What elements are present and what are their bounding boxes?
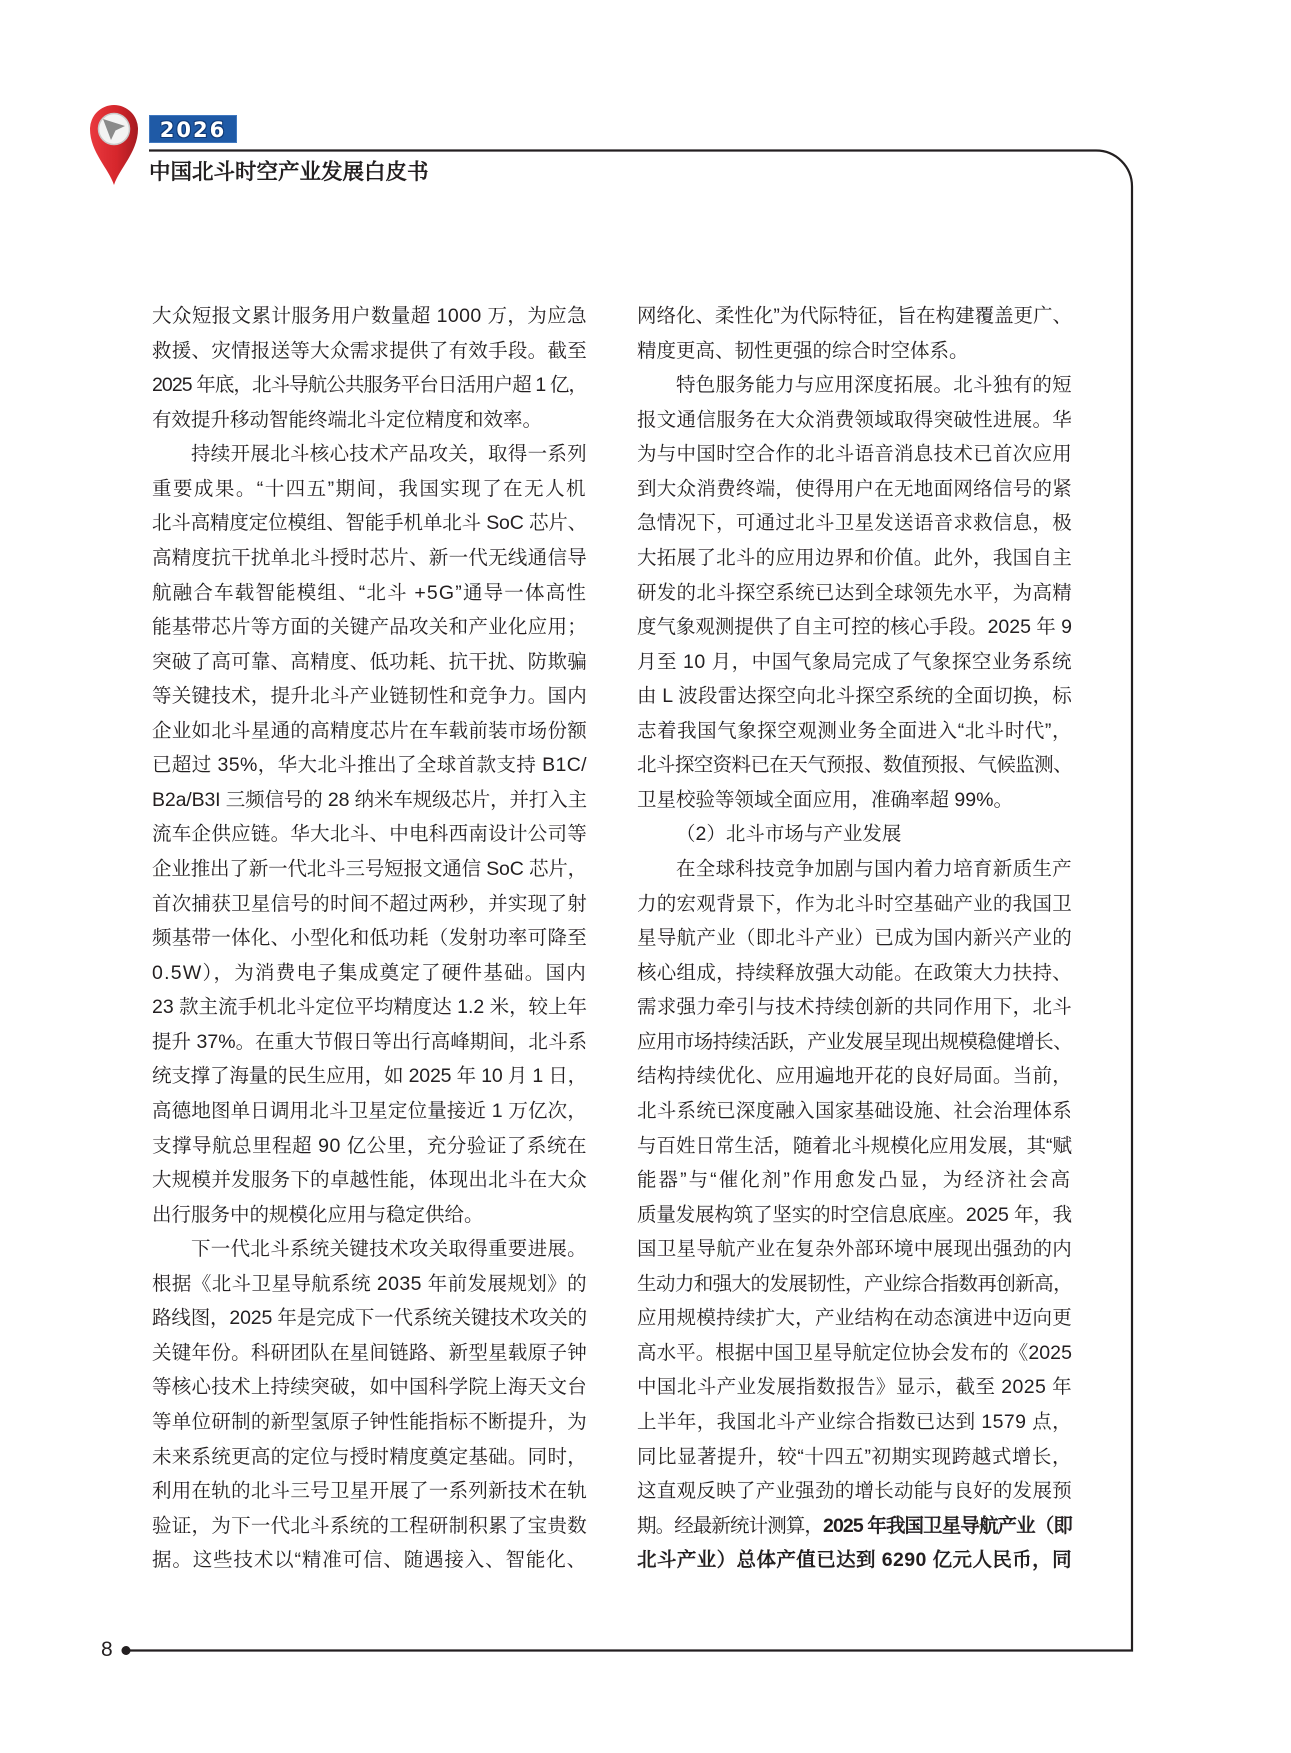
text-line (152, 1059, 587, 1094)
text-segment: 大众短报文累计服务用户数量超 1000 万，为应急 (152, 305, 587, 327)
text-line (152, 1232, 587, 1267)
paragraph (637, 817, 1072, 852)
text-segment: 在全球科技竞争加剧与国内着力培育新质生产 (676, 858, 1072, 880)
text-line (637, 783, 1072, 818)
text-line (637, 1336, 1072, 1371)
text-line (637, 610, 1072, 645)
text-segment: 网络化、柔性化”为代际特征，旨在构建覆盖更广、 (637, 305, 1072, 327)
text-segment: 等关键技术，提升北斗产业链韧性和竞争力。国内 (152, 685, 587, 708)
text-line (152, 1509, 587, 1544)
text-segment: 关键年份。科研团队在星间链路、新型星载原子钟 (152, 1341, 587, 1364)
text-line (152, 1025, 587, 1060)
text-segment: 能基带芯片等方面的关键产品攻关和产业化应用； (152, 616, 587, 639)
text-line (152, 748, 587, 783)
text-line (152, 1301, 587, 1336)
text-line (637, 1198, 1072, 1233)
text-segment: 为与中国时空合作的北斗语音消息技术已首次应用 (637, 443, 1072, 466)
text-segment: 精度更高、韧性更强的综合时空体系。 (637, 339, 969, 362)
text-segment: 已超过 35%，华大北斗推出了全球首款支持 B1C/ (152, 754, 587, 777)
text-segment: 2025 年底，北斗导航公共服务平台日活用户超 1 亿， (152, 374, 587, 397)
text-line (152, 506, 587, 541)
text-segment: 国卫星导航产业在复杂外部环境中展现出强劲的内 (637, 1238, 1072, 1261)
text-line (637, 1543, 1072, 1578)
text-segment: 北斗高精度定位模组、智能手机单北斗 SoC 芯片、 (152, 512, 587, 535)
text-segment: 北斗探空资料已在天气预报、数值预报、气候监测、 (637, 754, 1072, 777)
text-segment: 北斗系统已深度融入国家基础设施、社会治理体系 (637, 1099, 1072, 1122)
text-line (637, 887, 1072, 922)
text-line (152, 852, 587, 887)
text-segment: 支撑导航总里程超 90 亿公里，充分验证了系统在 (152, 1134, 587, 1157)
text-line (152, 541, 587, 576)
text-segment: 据。这些技术以“精准可信、随遇接入、智能化、 (152, 1549, 587, 1572)
text-segment: 志着我国气象探空观测业务全面进入“北斗时代”， (637, 719, 1072, 742)
text-segment: 大拓展了北斗的应用边界和价值。此外，我国自主 (637, 546, 1072, 569)
text-segment: 应用规模持续扩大，产业结构在动态演进中迈向更 (637, 1307, 1072, 1330)
text-segment: 等核心技术上持续突破，如中国科学院上海天文台 (152, 1376, 587, 1399)
text-segment: 这直观反映了产业强劲的增长动能与良好的发展预 (637, 1480, 1072, 1503)
text-segment: 中国北斗产业发展指数报告》显示，截至 2025 年 (637, 1376, 1072, 1399)
text-line (152, 783, 587, 818)
text-line (152, 1163, 587, 1198)
text-line (152, 990, 587, 1025)
text-segment: 未来系统更高的定位与授时精度奠定基础。同时， (152, 1445, 587, 1468)
text-segment: 23 款主流手机北斗定位平均精度达 1.2 米，较上年 (152, 996, 587, 1019)
text-line (637, 1232, 1072, 1267)
text-segment: 核心组成，持续释放强大动能。在政策大力扶持、 (637, 961, 1072, 984)
text-line (637, 645, 1072, 680)
text-line (152, 472, 587, 507)
year-badge: 2026 (149, 115, 237, 143)
text-line (637, 1025, 1072, 1060)
text-segment: 期。经最新统计测算， (637, 1514, 824, 1537)
text-segment: B2a/B3I 三频信号的 28 纳米车规级芯片，并打入主 (152, 788, 587, 811)
text-line (637, 1094, 1072, 1129)
text-segment: 救援、灾情报送等大众需求提供了有效手段。截至 (152, 339, 587, 362)
text-segment: 报文通信服务在大众消费领域取得突破性进展。华 (637, 408, 1072, 431)
text-line (637, 576, 1072, 611)
text-segment: 急情况下，可通过北斗卫星发送语音求救信息，极 (637, 512, 1072, 535)
text-segment: 频基带一体化、小型化和低功耗（发射功率可降至 (152, 927, 587, 950)
text-segment: 力的宏观背景下，作为北斗时空基础产业的我国卫 (637, 892, 1072, 915)
text-line (637, 368, 1072, 403)
text-segment: 企业如北斗星通的高精度芯片在车载前装市场份额 (152, 719, 587, 742)
text-segment: 高水平。根据中国卫星导航定位协会发布的《2025 (637, 1341, 1072, 1364)
text-segment: 由 L 波段雷达探空向北斗探空系统的全面切换，标 (637, 685, 1072, 708)
text-line (152, 887, 587, 922)
text-segment: 月至 10 月，中国气象局完成了气象探空业务系统 (637, 650, 1072, 673)
text-line (637, 852, 1072, 887)
paragraph (637, 368, 1072, 817)
text-line (152, 1405, 587, 1440)
text-segment: 卫星校验等领域全面应用，准确率超 99%。 (637, 788, 1013, 811)
dot-icon (122, 1646, 131, 1655)
text-segment: 同比显著提升，较“十四五”初期实现跨越式增长， (637, 1445, 1072, 1468)
text-line (637, 1301, 1072, 1336)
left-text-column (152, 299, 587, 1578)
text-segment: 等单位研制的新型氢原子钟性能指标不断提升，为 (152, 1411, 587, 1433)
text-line (637, 990, 1072, 1025)
text-line (152, 1474, 587, 1509)
text-line (637, 714, 1072, 749)
text-segment: 高精度抗干扰单北斗授时芯片、新一代无线通信导 (152, 546, 587, 569)
text-segment: 0.5W），为消费电子集成奠定了硬件基础。国内 (152, 961, 587, 984)
paragraph (637, 852, 1072, 1578)
text-segment: 出行服务中的规模化应用与稳定供给。 (152, 1203, 484, 1226)
text-line (152, 403, 587, 438)
text-line (152, 1370, 587, 1405)
text-segment: （2）北斗市场与产业发展 (676, 823, 902, 846)
text-line (637, 1059, 1072, 1094)
text-segment: 应用市场持续活跃，产业发展呈现出规模稳健增长、 (637, 1030, 1072, 1053)
text-line (152, 1129, 587, 1164)
bold-text-segment: 北斗产业）总体产值已达到 6290 亿元人民币，同 (637, 1549, 1072, 1572)
text-segment: 生动力和强大的发展韧性，产业综合指数再创新高， (637, 1272, 1072, 1295)
text-line (637, 1129, 1072, 1164)
text-line (152, 1094, 587, 1129)
text-line (152, 817, 587, 852)
text-line (637, 1405, 1072, 1440)
text-line (152, 576, 587, 611)
document-title: 中国北斗时空产业发展白皮书 (149, 160, 429, 185)
text-segment: 流车企供应链。华大北斗、中电科西南设计公司等 (152, 823, 587, 846)
text-line (637, 1370, 1072, 1405)
text-segment: 能器”与“催化剂”作用愈发凸显，为经济社会高 (637, 1169, 1072, 1192)
text-line (152, 1543, 587, 1578)
text-line (152, 437, 587, 472)
text-line (152, 921, 587, 956)
text-segment: 到大众消费终端，使得用户在无地面网络信号的紧 (637, 477, 1072, 500)
map-pin-icon (87, 102, 141, 186)
text-line (152, 714, 587, 749)
text-line (637, 403, 1072, 438)
text-segment: 提升 37%。在重大节假日等出行高峰期间，北斗系 (152, 1030, 587, 1053)
text-segment: 下一代北斗系统关键技术攻关取得重要进展。 (191, 1238, 587, 1261)
text-line (637, 506, 1072, 541)
text-line (152, 368, 587, 403)
text-segment: 结构持续优化、应用遍地开花的良好局面。当前， (637, 1065, 1072, 1088)
text-segment: 突破了高可靠、高精度、低功耗、抗干扰、防欺骗 (152, 650, 587, 673)
text-line (637, 437, 1072, 472)
text-line (152, 1336, 587, 1371)
text-segment: 质量发展构筑了坚实的时空信息底座。2025 年，我 (637, 1203, 1072, 1226)
text-line (637, 956, 1072, 991)
text-segment: 度气象观测提供了自主可控的核心手段。2025 年 9 (637, 616, 1072, 639)
text-segment: 有效提升移动智能终端北斗定位精度和效率。 (152, 408, 543, 431)
text-line (637, 748, 1072, 783)
text-segment: 特色服务能力与应用深度拓展。北斗独有的短 (676, 374, 1072, 397)
text-line (637, 1509, 1072, 1544)
text-line (152, 299, 587, 334)
text-segment: 路线图，2025 年是完成下一代系统关键技术攻关的 (152, 1307, 587, 1330)
text-segment: 与百姓日常生活，随着北斗规模化应用发展，其“赋 (637, 1134, 1072, 1157)
text-line (637, 679, 1072, 714)
paragraph (152, 299, 587, 437)
text-segment: 验证，为下一代北斗系统的工程研制积累了宝贵数 (152, 1514, 587, 1537)
text-segment: 高德地图单日调用北斗卫星定位量接近 1 万亿次， (152, 1099, 587, 1122)
text-line (637, 1267, 1072, 1302)
text-segment: 利用在轨的北斗三号卫星开展了一系列新技术在轨 (152, 1480, 587, 1503)
text-line (152, 679, 587, 714)
paragraph (152, 1232, 587, 1578)
text-line (637, 472, 1072, 507)
text-line (637, 541, 1072, 576)
text-segment: 企业推出了新一代北斗三号短报文通信 SoC 芯片， (152, 858, 587, 880)
text-segment: 航融合车载智能模组、“北斗 +5G”通导一体高性 (152, 581, 587, 604)
paragraph (637, 299, 1072, 368)
text-line (152, 334, 587, 369)
text-segment: 研发的北斗探空系统已达到全球领先水平，为高精 (637, 581, 1072, 604)
text-line (152, 1267, 587, 1302)
text-segment: 重要成果。“十四五”期间，我国实现了在无人机 (152, 477, 587, 500)
text-line (152, 1440, 587, 1475)
text-line (637, 334, 1072, 369)
text-line (637, 817, 1072, 852)
right-text-column (637, 299, 1072, 1578)
page-number: 8 (101, 1638, 113, 1661)
text-line (152, 645, 587, 680)
text-line (637, 299, 1072, 334)
text-line (637, 1163, 1072, 1198)
text-segment: 首次捕获卫星信号的时间不超过两秒，并实现了射 (152, 892, 587, 915)
text-segment: 统支撑了海量的民生应用，如 2025 年 10 月 1 日， (152, 1065, 587, 1088)
text-segment: 星导航产业（即北斗产业）已成为国内新兴产业的 (637, 927, 1072, 950)
text-segment: 上半年，我国北斗产业综合指数已达到 1579 点， (637, 1411, 1072, 1433)
text-segment: 持续开展北斗核心技术产品攻关，取得一系列 (191, 443, 587, 466)
text-line (637, 1474, 1072, 1509)
text-line (637, 921, 1072, 956)
text-line (152, 956, 587, 991)
text-segment: 大规模并发服务下的卓越性能，体现出北斗在大众 (152, 1169, 587, 1192)
paragraph (152, 437, 587, 1232)
text-line (637, 1440, 1072, 1475)
bold-text-segment: 2025 年我国卫星导航产业（即 (823, 1514, 1072, 1537)
text-line (152, 1198, 587, 1233)
text-line (152, 610, 587, 645)
text-segment: 需求强力牵引与技术持续创新的共同作用下，北斗 (637, 996, 1072, 1019)
text-segment: 根据《北斗卫星导航系统 2035 年前发展规划》的 (152, 1272, 587, 1295)
